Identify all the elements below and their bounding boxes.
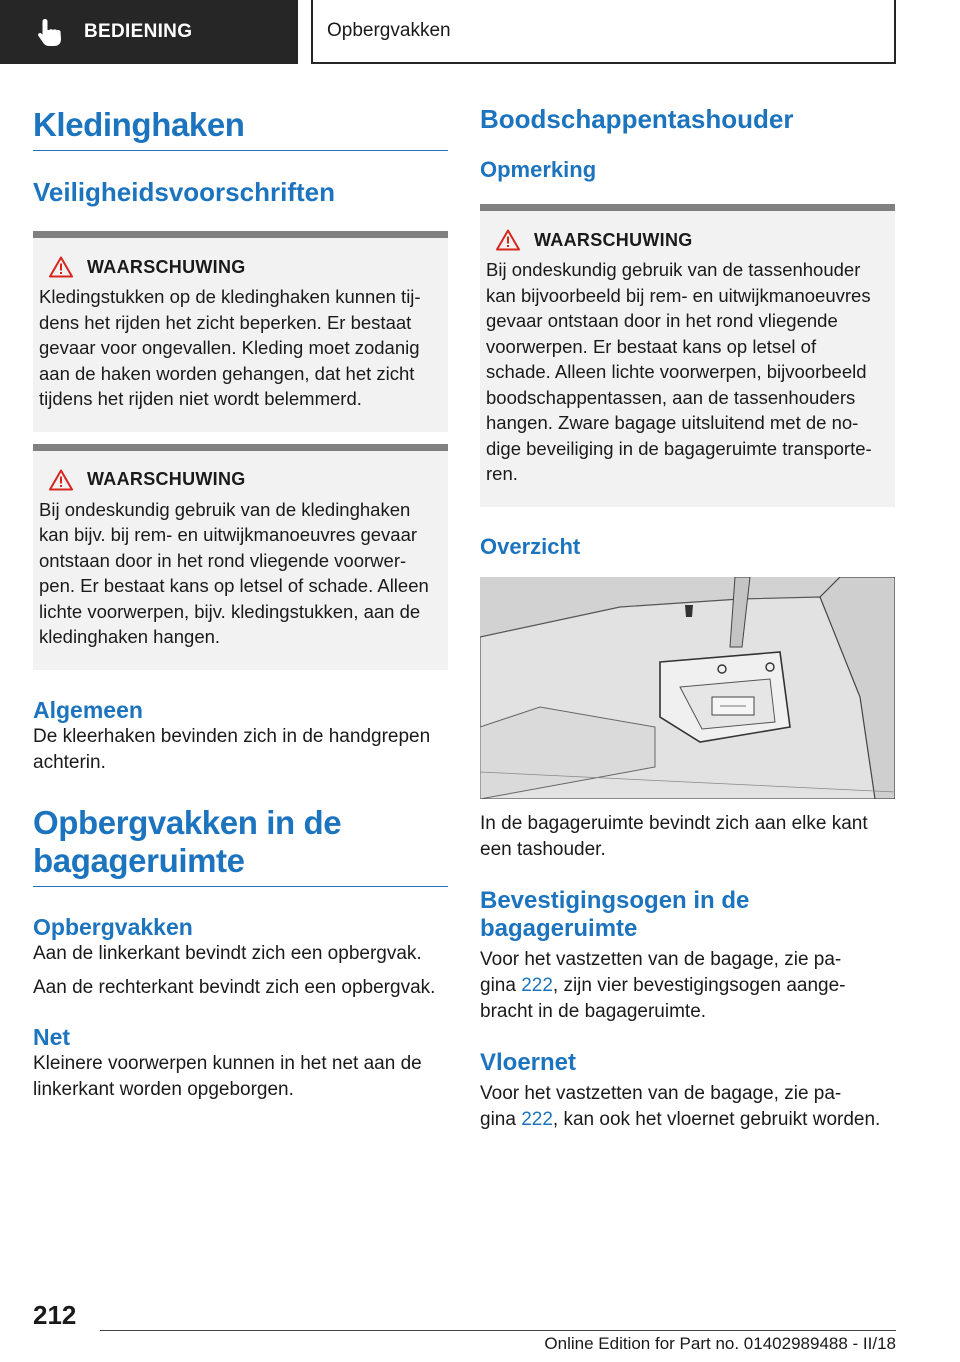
header-section-tab	[0, 0, 298, 64]
warning-line: tijdens het rijden niet wordt belemmerd.	[39, 388, 362, 409]
text-line: In de bagageruimte bevindt zich aan elke kant	[480, 812, 868, 834]
warning-text	[39, 497, 440, 650]
general-title: Algemeen	[33, 696, 143, 723]
warning-line: ren.	[486, 463, 518, 484]
warning-line: gevaar voor ongevallen. Kleding moet zodanig	[39, 337, 420, 358]
kledinghaken-title: Kledinghaken	[33, 100, 448, 151]
general-text	[33, 724, 448, 776]
text-line: linkerkant worden opgeborgen.	[33, 1078, 294, 1100]
overview-text	[480, 811, 895, 863]
warning-triangle-icon	[49, 256, 73, 278]
page-number: 212	[33, 1300, 77, 1330]
text-line: Voor het vastzetten van de bagage, zie pa-	[480, 1082, 842, 1104]
warning-line: aan de haken worden gehangen, dat het zicht	[39, 362, 415, 384]
warning-line: kan bijv. bij rem- en uitwijkmanoeuvres gevaar	[39, 524, 418, 545]
trunk-illustration	[480, 577, 895, 799]
text-line: De kleerhaken bevinden zich in de handgrepen	[33, 725, 431, 747]
warning-line: gevaar ontstaan door in het rond vliegende	[486, 310, 838, 331]
warning-line: ontstaan door in het rond vliegende voorwer-	[39, 549, 407, 571]
warning-box-2	[33, 444, 448, 670]
warning-box-1	[33, 231, 448, 432]
warning-line: kan bijvoorbeeld bij rem- en uitwijkmanoeuvres	[486, 284, 871, 306]
text-line: Voor het vastzetten van de bagage, zie pa-	[480, 948, 842, 970]
warning-line: dens het rijden het zicht beperken. Er bestaat	[39, 311, 412, 333]
warning-triangle-icon	[496, 229, 520, 251]
header-section-label: BEDIENING	[84, 21, 193, 42]
header-chapter-box	[311, 0, 896, 64]
opbergvakken-title	[33, 804, 448, 887]
opbergvakken-para-1: Aan de linkerkant bevindt zich een opbergvak.	[33, 942, 422, 964]
warning-label: WAARSCHUWING	[534, 229, 693, 250]
net-text	[33, 1051, 448, 1103]
title-line: bagageruimte	[33, 841, 245, 879]
warning-line: Bij ondeskundig gebruik van de tassenhouder	[486, 259, 861, 280]
warning-line: boodschappentassen, aan de tassenhouders	[486, 386, 856, 408]
opbergvakken-para-2: Aan de rechterkant bevindt zich een opbergvak.	[33, 976, 436, 998]
boodschappentashouder-title: Boodschappentashouder	[480, 104, 794, 134]
warning-line: Kledingstukken op de kledinghaken kunnen tij-	[39, 286, 421, 307]
warning-text	[39, 284, 440, 412]
header-chapter-label: Opbergvakken	[327, 20, 451, 41]
net-title: Net	[33, 1023, 71, 1050]
hand-pointer-icon	[36, 17, 64, 47]
title-line: Opbergvakken in de	[33, 803, 342, 841]
text-fragment: , zijn vier bevestigingsogen aange-	[552, 974, 846, 996]
text-line	[480, 973, 895, 999]
warning-line: voorwerpen. Er bestaat kans op letsel of	[486, 335, 817, 357]
warning-line: hangen. Zware bagage uitsluitend met de no-	[486, 412, 859, 433]
page-link[interactable]: 222	[521, 974, 553, 996]
warning-label: WAARSCHUWING	[87, 256, 246, 277]
eyes-title	[480, 887, 895, 943]
warning-line: kledinghaken hangen.	[39, 626, 221, 647]
warning-line: lichte voorwerpen, bijv. kledingstukken, aan de	[39, 600, 421, 622]
warning-line: Bij ondeskundig gebruik van de kledinghaken	[39, 498, 411, 520]
text-line	[480, 1107, 895, 1133]
opbergvakken-subtitle: Opbergvakken	[33, 913, 193, 940]
floor-net-text	[480, 1081, 895, 1133]
text-line: een tashouder.	[480, 838, 606, 860]
warning-box-3	[480, 204, 895, 507]
title-line: Bevestigingsogen in de	[480, 886, 750, 914]
eyes-text	[480, 947, 895, 1025]
warning-label: WAARSCHUWING	[87, 469, 246, 489]
text-line: achterin.	[33, 751, 106, 773]
page-link[interactable]: 222	[521, 1108, 553, 1130]
text-fragment: , kan ook het vloernet gebruikt worden.	[552, 1108, 881, 1130]
text-line: Kleinere voorwerpen kunnen in het net aan de	[33, 1052, 422, 1074]
warning-line: schade. Alleen lichte voorwerpen, bijvoorbeeld	[486, 361, 867, 382]
footer-divider	[100, 1330, 896, 1331]
safety-title: Veiligheidsvoorschriften	[33, 177, 335, 207]
floor-net-title: Vloernet	[480, 1048, 577, 1076]
warning-text	[486, 257, 887, 487]
overview-title: Overzicht	[480, 533, 581, 559]
footer-edition: Online Edition for Part no. 01402989488 - II/18	[544, 1334, 896, 1353]
warning-triangle-icon	[49, 469, 73, 491]
warning-line: dige beveiliging in de bagageruimte transporte-	[486, 437, 872, 459]
text-fragment: gina	[480, 974, 522, 996]
right-column	[480, 100, 895, 1133]
note-title: Opmerking	[480, 157, 597, 182]
title-line: bagageruimte	[480, 914, 638, 942]
text-line: bracht in de bagageruimte.	[480, 1000, 707, 1022]
left-column	[33, 100, 448, 1103]
warning-line: pen. Er bestaat kans op letsel of schade. Alleen	[39, 575, 429, 596]
trunk-drawing	[480, 577, 895, 799]
text-fragment: gina	[480, 1108, 522, 1130]
